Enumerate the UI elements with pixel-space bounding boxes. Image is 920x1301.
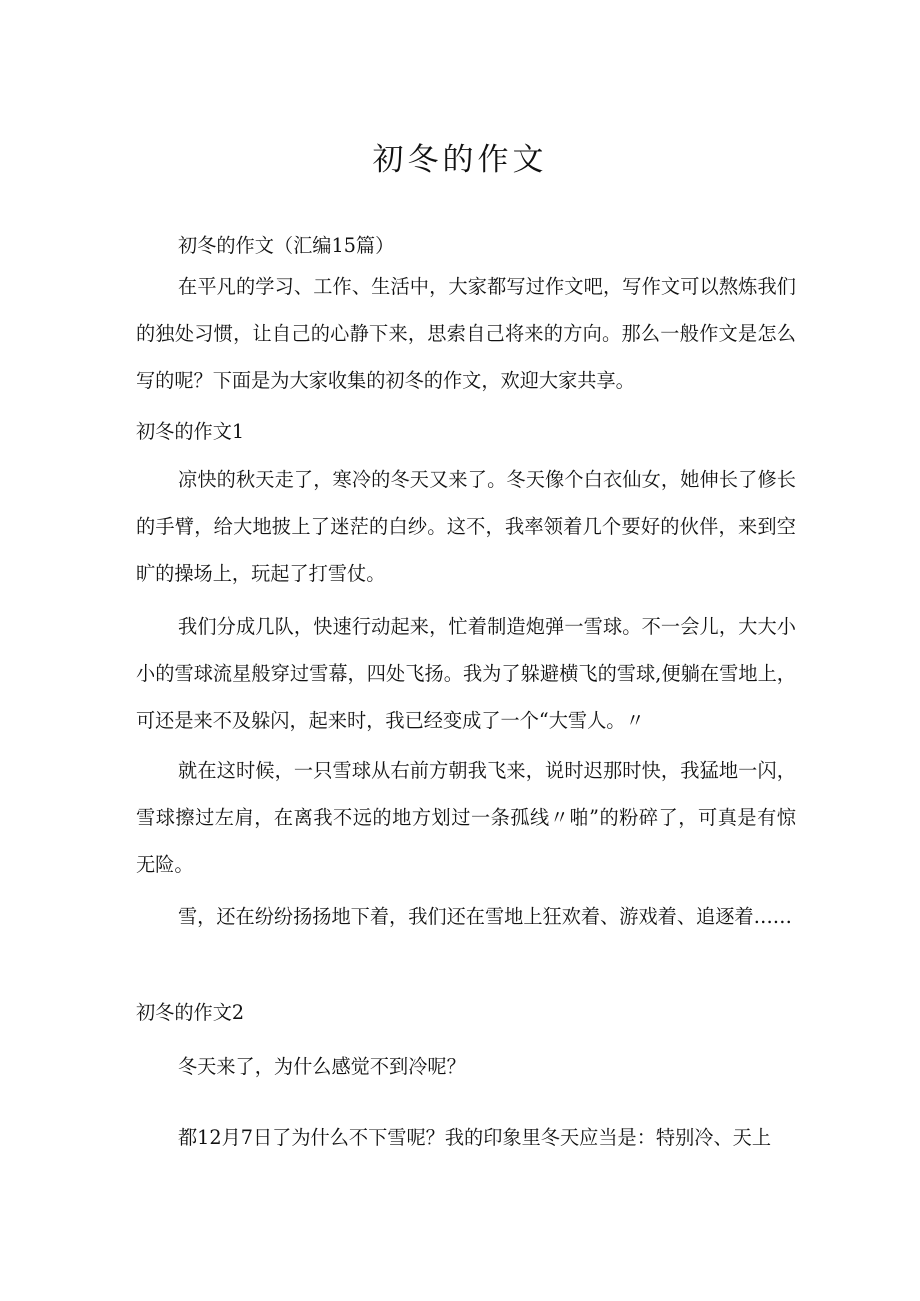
section-heading-1: 初冬的作文1	[136, 420, 245, 443]
section-2-paragraph-1: 冬天来了，为什么感觉不到冷呢？	[178, 1055, 466, 1078]
section-1-paragraph-1: 凉快的秋天走了，寒冷的冬天又来了。冬天像个白衣仙女，她伸长了修长的手臂，给大地披上了迷茫的白纱。这不，我率领着几个要好的伙伴，来到空旷的操场上，玩起了打雪仗。	[136, 468, 796, 585]
section-2-paragraph-2: 都12月7日了为什么不下雪呢？我的印象里冬天应当是：特别冷、天上	[178, 1126, 772, 1149]
section-1-paragraph-3: 就在这时候，一只雪球从右前方朝我飞来，说时迟那时快，我猛地一闪，雪球擦过左肩，在离我不远的地方划过一条孤线〃啪”的粉碎了，可真是有惊无险。	[136, 759, 796, 876]
section-1-paragraph-4: 雪，还在纷纷扬扬地下着，我们还在雪地上狂欢着、游戏着、追逐着……	[178, 905, 792, 928]
document-title: 初冬的作文	[372, 142, 548, 178]
section-1-paragraph-2: 我们分成几队，快速行动起来，忙着制造炮弹一雪球。不一会儿，大大小小的雪球流星般穿过雪幕，四处飞扬。我为了躲避横飞的雪球,便躺在雪地上，可还是来不及躲闪，起来时，我已经变成了一个“大雪人。〃	[136, 615, 796, 732]
intro-paragraph: 在平凡的学习、工作、生活中，大家都写过作文吧，写作文可以熬炼我们的独处习惯，让自己的心静下来，思索自己将来的方向。那么一般作文是怎么写的呢？下面是为大家收集的初冬的作文，欢迎大家共享。	[136, 275, 796, 392]
document-subtitle: 初冬的作文（汇编15篇）	[178, 234, 395, 257]
section-heading-2: 初冬的作文2	[136, 1001, 245, 1024]
